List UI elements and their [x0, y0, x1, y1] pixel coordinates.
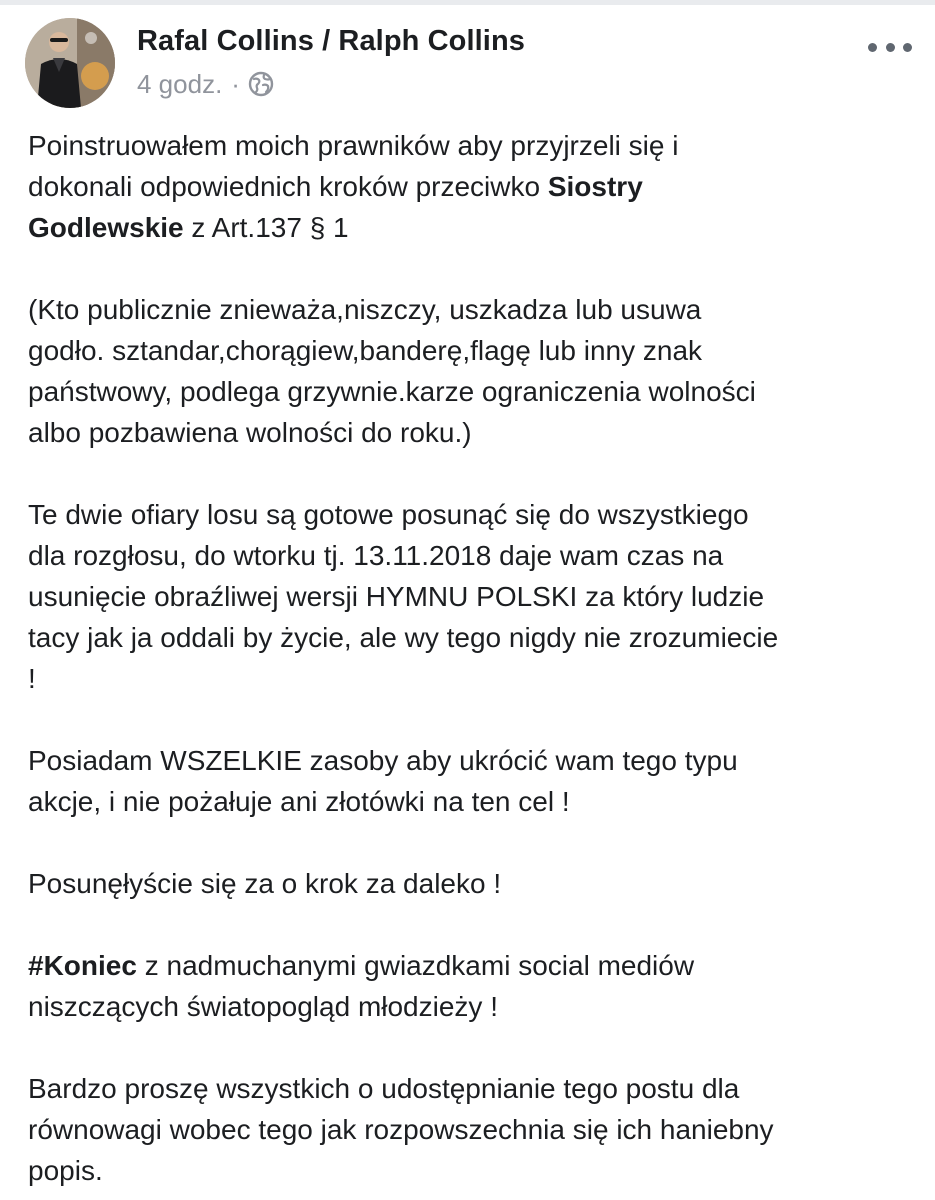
text-segment: Te dwie ofiary losu są gotowe posunąć się do wszystkiego: [28, 499, 749, 530]
paragraph-gap: [28, 699, 913, 740]
hashtag-link[interactable]: #Koniec: [28, 950, 137, 981]
text-segment: z nadmuchanymi gwiazdkami social mediów: [136, 950, 695, 981]
post-text-line: [28, 617, 913, 658]
paragraph-gap: [28, 248, 913, 289]
more-dot: [903, 43, 912, 52]
more-dot: [886, 43, 895, 52]
more-dot: [868, 43, 877, 52]
text-segment: tacy jak ja oddali by życie, ale wy tego nigdy nie zrozumiecie: [28, 622, 779, 653]
meta-separator: ·: [231, 68, 240, 99]
post-text-line: [28, 863, 913, 904]
avatar-photo: [25, 18, 115, 108]
post-text-line: [28, 945, 913, 986]
text-segment: akcje, i nie pożałuje ani złotówki na ten cel !: [28, 786, 570, 817]
text-segment: Poinstruowałem moich prawników aby przyjrzeli się i: [28, 130, 679, 161]
post-text-line: [28, 576, 913, 617]
text-segment: Posunęłyście się za o krok za daleko !: [28, 868, 502, 899]
post-text-line: [28, 412, 913, 453]
paragraph-gap: [28, 1027, 913, 1068]
text-segment: niszczących światopogląd młodzieży !: [28, 991, 498, 1022]
globe-icon[interactable]: [248, 71, 274, 97]
text-segment: !: [28, 663, 36, 694]
post-meta: [137, 67, 274, 101]
paragraph-gap: [28, 904, 913, 945]
post-text: [28, 125, 913, 1191]
post-text-line: [28, 986, 913, 1027]
tagged-name[interactable]: Siostry: [547, 171, 643, 202]
text-segment: popis.: [28, 1155, 103, 1186]
paragraph-gap: [28, 453, 913, 494]
text-segment: godło. sztandar,chorągiew,banderę,flagę lub inny znak: [28, 335, 703, 366]
post-timestamp[interactable]: 4 godz.: [137, 68, 223, 99]
tagged-name[interactable]: Godlewskie: [28, 212, 184, 243]
post-text-line: [28, 658, 913, 699]
facebook-post: [0, 5, 935, 1200]
post-text-line: [28, 494, 913, 535]
post-text-line: [28, 1068, 913, 1109]
post-text-line: [28, 535, 913, 576]
post-text-line: [28, 125, 913, 166]
text-segment: z Art.137 § 1: [183, 212, 349, 243]
post-text-line: [28, 166, 913, 207]
post-text-line: [28, 207, 913, 248]
post-text-line: [28, 740, 913, 781]
post-text-line: [28, 1150, 913, 1191]
post-text-line: [28, 289, 913, 330]
author-name[interactable]: Rafal Collins / Ralph Collins: [137, 25, 525, 57]
post-text-line: [28, 371, 913, 412]
avatar[interactable]: [25, 18, 115, 108]
text-segment: dla rozgłosu, do wtorku tj. 13.11.2018 daje wam czas na: [28, 540, 724, 571]
text-segment: (Kto publicznie znieważa,niszczy, uszkadza lub usuwa: [28, 294, 702, 325]
text-segment: równowagi wobec tego jak rozpowszechnia się ich haniebny: [28, 1114, 774, 1145]
more-options-icon[interactable]: [868, 35, 912, 59]
post-text-line: [28, 781, 913, 822]
text-segment: państwowy, podlega grzywnie.karze ograniczenia wolności: [28, 376, 756, 407]
paragraph-gap: [28, 822, 913, 863]
text-segment: usunięcie obraźliwej wersji HYMNU POLSKI za który ludzie: [28, 581, 765, 612]
text-segment: albo pozbawiena wolności do roku.): [28, 417, 472, 448]
text-segment: dokonali odpowiednich kroków przeciwko: [28, 171, 548, 202]
text-segment: Bardzo proszę wszystkich o udostępnianie tego postu dla: [28, 1073, 740, 1104]
post-text-line: [28, 330, 913, 371]
text-segment: Posiadam WSZELKIE zasoby aby ukrócić wam tego typu: [28, 745, 738, 776]
post-text-line: [28, 1109, 913, 1150]
